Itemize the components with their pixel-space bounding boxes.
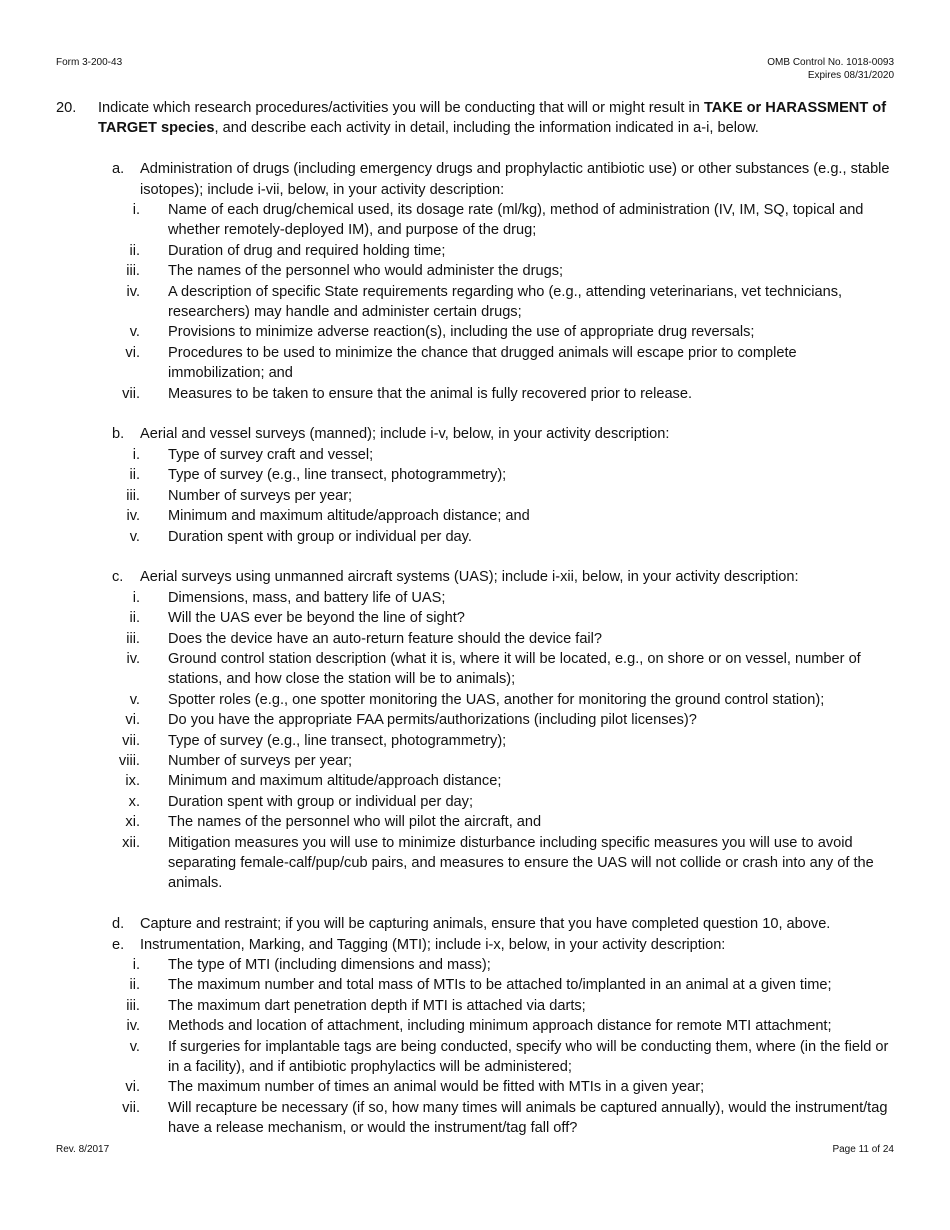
list-item-text: Ground control station description (what it is, where it will be located, e.g., on shore or on vessel, number of stations, and how close the station will be to animals); (168, 650, 861, 688)
list-item (56, 384, 896, 404)
list-item-text: Does the device have an auto-return feature should the device fail? (168, 630, 603, 647)
list-item-text: Will the UAS ever be beyond the line of sight? (168, 610, 465, 627)
list-item-text: Number of surveys per year; (168, 487, 353, 504)
list-item (56, 690, 896, 710)
list-item (56, 282, 896, 323)
list-item (56, 731, 896, 751)
section-label: e. (112, 936, 125, 953)
section-heading (56, 424, 896, 444)
omb-control-number: OMB Control No. 1018-0093 (767, 57, 894, 68)
section-label: d. (112, 916, 125, 933)
section-label: a. (112, 161, 125, 178)
list-item-label: iii. (126, 997, 140, 1014)
list-item (56, 465, 896, 485)
section-e (56, 935, 896, 1139)
list-item (56, 527, 896, 547)
question-text-start: Indicate which research procedures/activities you will be conducting that will or might result in (98, 100, 704, 116)
list-item-label: vi. (125, 712, 140, 729)
list-item (56, 833, 896, 894)
list-item-label: iv. (126, 508, 140, 525)
list-item (56, 322, 896, 342)
question-text-bold: TAKE or HARASSMENT of TARGET species (98, 100, 887, 137)
list-item (56, 445, 896, 465)
list-item-text: The maximum number and total mass of MTIs to be attached to/implanted in an animal at a given time; (168, 977, 832, 994)
list-item-text: Procedures to be used to minimize the chance that drugged animals will escape prior to complete immobilization; and (168, 344, 797, 382)
list-item-label: i. (132, 446, 140, 463)
list-item-text: Provisions to minimize adverse reaction(s), including the use of appropriate drug reversals; (168, 324, 755, 341)
list-item-text: Minimum and maximum altitude/approach distance; (168, 773, 502, 790)
list-item-label: v. (129, 691, 140, 708)
list-item (56, 751, 896, 771)
list-item-text: Type of survey (e.g., line transect, photogrammetry); (168, 467, 507, 484)
list-item-label: vi. (125, 1079, 140, 1096)
list-item-label: x. (128, 793, 140, 810)
list-item (56, 975, 896, 995)
list-item-label: iv. (126, 650, 140, 667)
section-heading (56, 159, 896, 200)
list-item (56, 812, 896, 832)
list-item-label: vii. (122, 732, 140, 749)
list-item (56, 486, 896, 506)
section-label: c. (112, 569, 124, 586)
list-item-text: Duration spent with group or individual per day. (168, 528, 472, 545)
omb-info (767, 56, 894, 82)
list-item-text: Mitigation measures you will use to minimize disturbance including specific measures you will use to avoid separating female-calf/pup/cub pairs, and measures to ensure the UAS will not collide or crash into any of the animals. (168, 834, 874, 892)
activity-sections (56, 159, 896, 1138)
list-item (56, 792, 896, 812)
section-label: b. (112, 426, 125, 443)
section-b (56, 424, 896, 546)
list-item-text: The names of the personnel who will pilot the aircraft, and (168, 814, 542, 831)
list-item (56, 1037, 896, 1078)
list-item-label: vi. (125, 344, 140, 361)
list-item-text: Methods and location of attachment, including minimum approach distance for remote MTI attachment; (168, 1018, 832, 1035)
list-item-label: xii. (122, 834, 140, 851)
list-item-label: iii. (126, 630, 140, 647)
list-item-label: ii. (129, 467, 140, 484)
expiration-date: Expires 08/31/2020 (807, 70, 894, 81)
list-item-text: Duration spent with group or individual per day; (168, 793, 474, 810)
page-content (56, 98, 896, 1159)
list-item-text: Type of survey craft and vessel; (168, 446, 374, 463)
list-item (56, 629, 896, 649)
section-heading (56, 935, 896, 955)
list-item (56, 771, 896, 791)
question-20 (56, 98, 896, 139)
section-text: Aerial surveys using unmanned aircraft systems (UAS); include i-xii, below, in your activity description: (140, 569, 799, 586)
list-item (56, 710, 896, 730)
form-number: Form 3-200-43 (56, 57, 123, 68)
list-item-text: Measures to be taken to ensure that the animal is fully recovered prior to release. (168, 385, 693, 402)
section-c (56, 567, 896, 894)
question-text-end: , and describe each activity in detail, including the information indicated in a-i, below. (214, 120, 759, 137)
list-item-label: i. (132, 202, 140, 219)
list-item-label: viii. (118, 752, 140, 769)
list-item (56, 649, 896, 690)
section-heading (56, 567, 896, 587)
list-item-label: vii. (122, 385, 140, 402)
revision-label: Rev. 8/2017 (56, 1144, 110, 1155)
page-number: Page 11 of 24 (832, 1144, 894, 1155)
list-item-label: i. (132, 957, 140, 973)
list-item-label: iii. (126, 263, 140, 280)
list-item-label: v. (129, 1038, 140, 1055)
list-item (56, 343, 896, 384)
list-item (56, 1077, 896, 1097)
list-item-text: The names of the personnel who would administer the drugs; (168, 263, 564, 280)
list-item-text: Type of survey (e.g., line transect, photogrammetry); (168, 732, 507, 749)
list-item-text: The maximum number of times an animal would be fitted with MTIs in a given year; (168, 1079, 705, 1096)
section-text: Capture and restraint; if you will be capturing animals, ensure that you have completed question 10, above. (140, 916, 831, 933)
section-heading (56, 914, 896, 934)
list-item-text: Dimensions, mass, and battery life of UAS; (168, 589, 446, 606)
list-item-label: v. (129, 324, 140, 341)
list-item-label: vii. (122, 1099, 140, 1116)
list-item-text: Name of each drug/chemical used, its dosage rate (ml/kg), method of administration (IV, IM, SQ, topical and whether remotely-deployed IM), and purpose of the drug; (168, 202, 864, 239)
list-item-text: If surgeries for implantable tags are being conducted, specify who will be conducting them, where (in the field or in a facility), and if antibiotic prophylactics will be administered; (168, 1038, 889, 1076)
list-item (56, 1098, 896, 1139)
list-item-text: The type of MTI (including dimensions and mass); (168, 957, 491, 973)
list-item-label: ii. (129, 610, 140, 627)
section-a (56, 159, 896, 404)
list-item-text: Number of surveys per year; (168, 752, 353, 769)
list-item-label: iv. (126, 1018, 140, 1035)
list-item (56, 955, 896, 975)
list-item-text: Duration of drug and required holding time; (168, 242, 446, 259)
section-d (56, 914, 896, 934)
list-item (56, 200, 896, 241)
section-text: Aerial and vessel surveys (manned); include i-v, below, in your activity description: (140, 426, 670, 443)
list-item (56, 506, 896, 526)
list-item (56, 241, 896, 261)
section-text: Administration of drugs (including emergency drugs and prophylactic antibiotic use) or other substances (e.g., stable isotopes); include i-vii, below, in your activity description: (140, 161, 890, 198)
list-item-text: Minimum and maximum altitude/approach distance; and (168, 508, 530, 525)
question-number: 20. (56, 100, 77, 116)
list-item-text: The maximum dart penetration depth if MTI is attached via darts; (168, 997, 586, 1014)
section-text: Instrumentation, Marking, and Tagging (MTI); include i-x, below, in your activity description: (140, 936, 726, 953)
list-item (56, 996, 896, 1016)
list-item (56, 261, 896, 281)
list-item-label: iv. (126, 283, 140, 300)
list-item-label: ii. (129, 977, 140, 994)
list-item-label: ii. (129, 242, 140, 259)
list-item (56, 588, 896, 608)
list-item-text: Do you have the appropriate FAA permits/authorizations (including pilot licenses)? (168, 712, 697, 729)
list-item-text: A description of specific State requirements regarding who (e.g., attending veterinarians, vet technicians, researchers) may handle and administer certain drugs; (168, 283, 843, 321)
list-item (56, 1016, 896, 1036)
list-item-label: i. (132, 589, 140, 606)
list-item-label: v. (129, 528, 140, 545)
list-item-label: xi. (125, 814, 140, 831)
list-item (56, 608, 896, 628)
list-item-text: Spotter roles (e.g., one spotter monitoring the UAS, another for monitoring the ground control station); (168, 691, 825, 708)
list-item-label: ix. (125, 773, 140, 790)
list-item-label: iii. (126, 487, 140, 504)
list-item-text: Will recapture be necessary (if so, how many times will animals be captured annually), would the instrument/tag have a release mechanism, or would the instrument/tag fall off? (168, 1099, 888, 1137)
